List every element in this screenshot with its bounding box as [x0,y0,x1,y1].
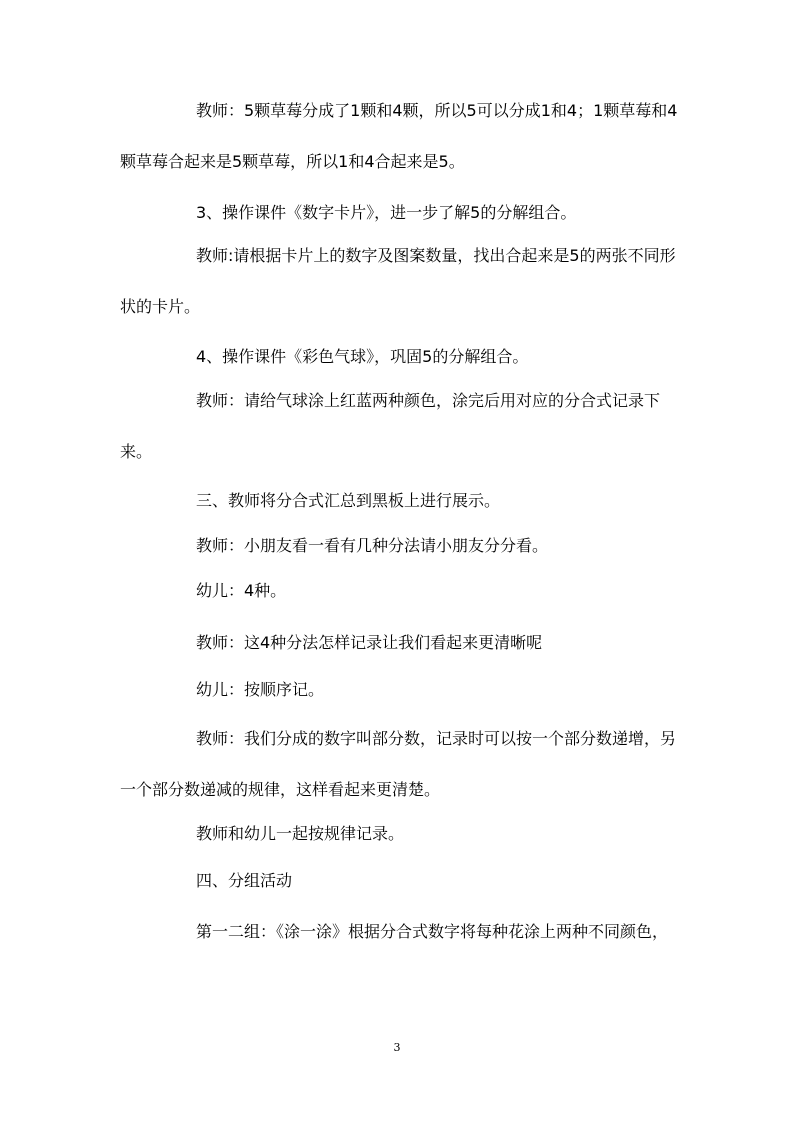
paragraph-7: 教师：小朋友看一看有几种分法请小朋友分分看。 [196,536,549,555]
paragraph-10: 幼儿：按顺序记。 [196,680,325,699]
paragraph-9: 教师：这4种分法怎样记录让我们看起来更清晰呢 [196,633,543,652]
paragraph-6: 三、教师将分合式汇总到黑板上进行展示。 [196,491,501,510]
paragraph-1: 教师：5颗草莓分成了1颗和4颗，所以5可以分成1和4；1颗草莓和4颗草莓合起来是5颗草莓，所以1和4合起来是5。 [120,101,678,171]
paragraph-2: 3、操作课件《数字卡片》，进一步了解5的分解组合。 [196,203,577,222]
paragraph-5: 教师：请给气球涂上红蓝两种颜色，涂完后用对应的分合式记录下来。 [120,391,661,461]
paragraph-8: 幼儿：4种。 [196,581,287,600]
section-heading: 四、分组活动 [196,871,293,890]
paragraph-14: 第一二组：《涂一涂》根据分合式数字将每种花涂上两种不同颜色， [196,922,669,941]
paragraph-4: 4、操作课件《彩色气球》，巩固5的分解组合。 [196,347,529,366]
paragraph-11: 教师：我们分成的数字叫部分数，记录时可以按一个部分数递增，另一个部分数递减的规律，这样看起来更清楚。 [120,729,677,799]
page-number: 3 [393,1041,401,1054]
paragraph-3: 教师:请根据卡片上的数字及图案数量，找出合起来是5的两张不同形状的卡片。 [120,246,676,316]
paragraph-12: 教师和幼儿一起按规律记录。 [196,824,405,843]
